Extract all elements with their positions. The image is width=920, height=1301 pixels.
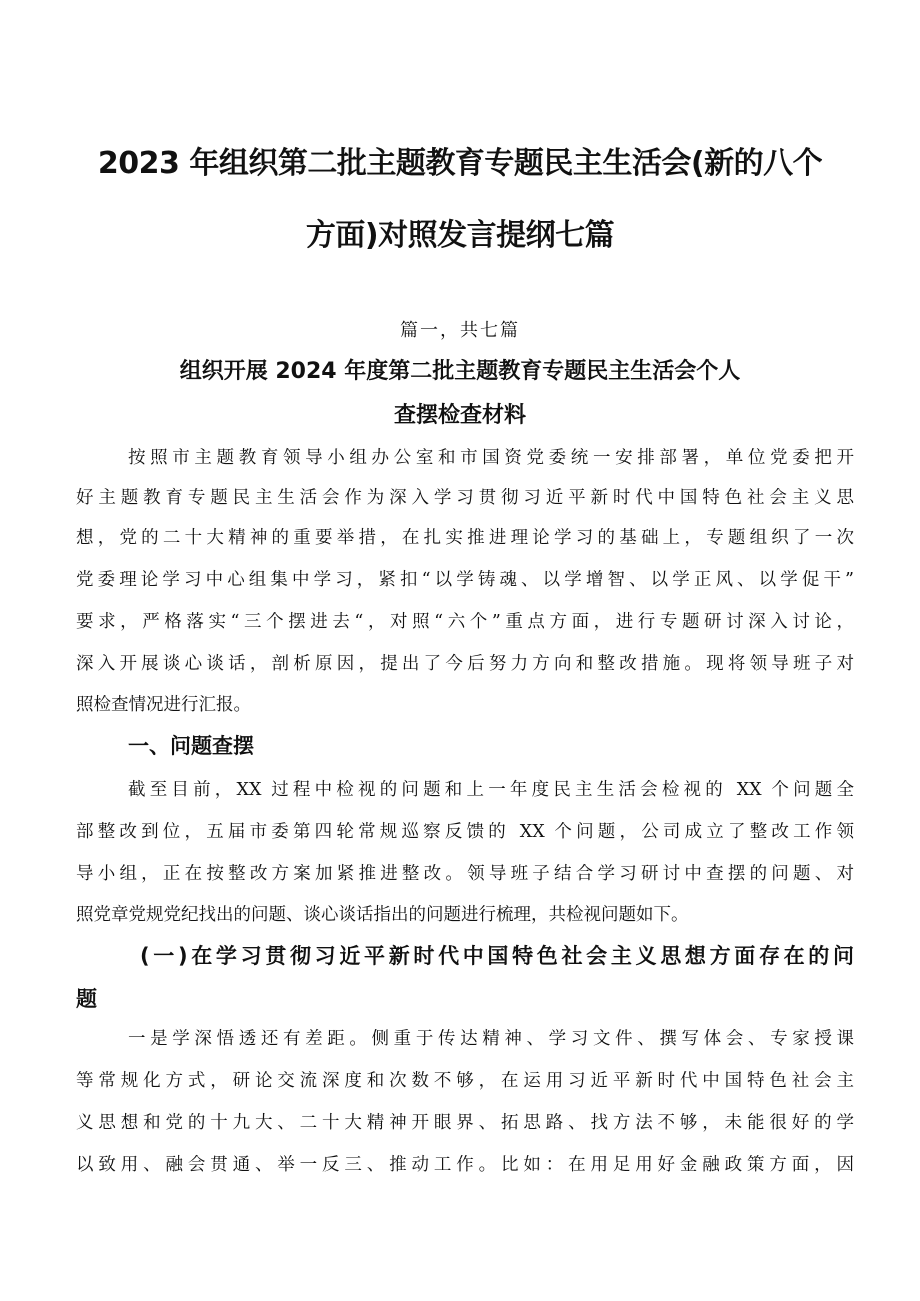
paragraph-2-line: 照党章党规党纪找出的问题、谈心谈话指出的问题进行梳理，共检视问题如下。 bbox=[76, 905, 689, 925]
paragraph-1-line: 深入开展谈心谈话，剖析原因，提出了今后努力方向和整改措施。现将领导班子对 bbox=[76, 654, 854, 674]
paragraph-1-line: 想，党的二十大精神的重要举措，在扎实推进理论学习的基础上，专题组织了一次 bbox=[76, 528, 854, 548]
document-title-line-2: 方面)对照发言提纲七篇 bbox=[305, 218, 615, 253]
paragraph-1-line: 党委理论学习中心组集中学习，紧扣“以学铸魂、以学增智、以学正风、以学促干” bbox=[76, 570, 854, 590]
paragraph-2-line: 部整改到位，五届市委第四轮常规巡察反馈的 XX 个问题，公司成立了整改工作领 bbox=[76, 822, 854, 842]
paragraph-3-line: 以致用、融会贯通、举一反三、推动工作。比如：在用足用好金融政策方面，因 bbox=[76, 1155, 854, 1175]
paragraph-2-line: 导小组，正在按整改方案加紧推进整改。领导班子结合学习研讨中查摆的问题、对 bbox=[76, 864, 854, 884]
paragraph-3-line: 等常规化方式，研论交流深度和次数不够，在运用习近平新时代中国特色社会主 bbox=[76, 1071, 854, 1091]
paragraph-1-line: 好主题教育专题民主生活会作为深入学习贯彻习近平新时代中国特色社会主义思 bbox=[76, 488, 854, 508]
document-title-line-1: 2023 年组织第二批主题教育专题民主生活会(新的八个 bbox=[97, 146, 823, 181]
subtitle-line-2: 查摆检查材料 bbox=[393, 403, 526, 428]
subsection-heading-line-1: (一)在学习贯彻习近平新时代中国特色社会主义思想方面存在的问 bbox=[140, 944, 854, 968]
paragraph-3-line: 义思想和党的十九大、二十大精神开眼界、拓思路、找方法不够，未能很好的学 bbox=[76, 1113, 854, 1133]
section-heading-problems: 一、问题查摆 bbox=[128, 734, 254, 758]
paragraph-2-line: 截至目前，XX 过程中检视的问题和上一年度民主生活会检视的 XX 个问题全 bbox=[128, 780, 854, 800]
paragraph-1-line: 照检查情况进行汇报。 bbox=[76, 695, 251, 715]
subtitle-line-1: 组织开展 2024 年度第二批主题教育专题民主生活会个人 bbox=[179, 359, 741, 384]
paragraph-1-line: 按照市主题教育领导小组办公室和市国资党委统一安排部署，单位党委把开 bbox=[128, 448, 854, 468]
paragraph-3-line: 一是学深悟透还有差距。侧重于传达精神、学习文件、撰写体会、专家授课 bbox=[128, 1029, 854, 1049]
subsection-heading-line-2: 题 bbox=[76, 987, 97, 1011]
section-label: 篇一，共七篇 bbox=[400, 320, 520, 341]
paragraph-1-line: 要求，严格落实“三个摆进去“，对照“六个”重点方面，进行专题研讨深入讨论， bbox=[76, 612, 854, 632]
